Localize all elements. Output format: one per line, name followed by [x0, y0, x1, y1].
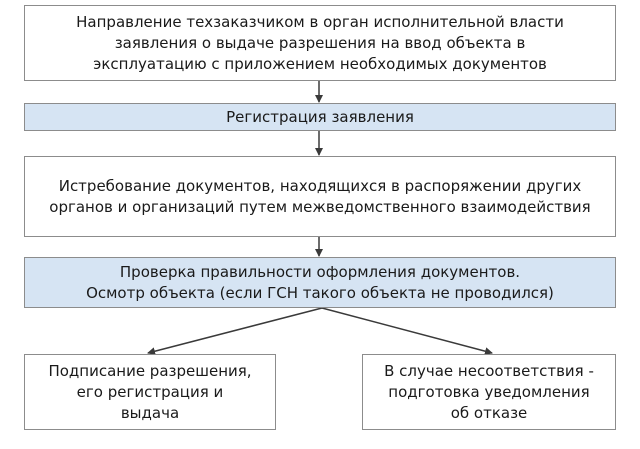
step-approve-box — [24, 354, 276, 430]
step-refuse-line-1: В случае несоответствия - — [384, 361, 594, 380]
step-check-line-2: Осмотр объекта (если ГСН такого объекта не проводился) — [86, 283, 554, 302]
step-approve-line-3: выдача — [120, 403, 180, 422]
step-request-box — [24, 156, 616, 237]
step-approve-line-2: его регистрация и — [76, 382, 224, 401]
step-refuse-box — [362, 354, 616, 430]
arrow-check-to-refuse — [322, 308, 492, 353]
step-approve-line-1: Подписание разрешения, — [48, 361, 252, 380]
step-submission-line-3: эксплуатацию с приложением необходимых документов — [93, 54, 547, 73]
step-submission-box — [24, 5, 616, 81]
step-refuse-line-2: подготовка уведомления — [388, 382, 590, 401]
step-submission-line-2: заявления о выдаче разрешения на ввод объекта в — [114, 33, 526, 52]
step-submission-line-1: Направление техзаказчиком в орган исполнительной власти — [76, 12, 564, 31]
step-registration-box — [24, 103, 616, 131]
step-registration-line-1: Регистрация заявления — [226, 107, 414, 126]
step-refuse-line-3: об отказе — [450, 403, 528, 422]
step-request-line-2: органов и организаций путем межведомственного взаимодействия — [49, 197, 591, 216]
arrow-check-to-approve — [148, 308, 322, 353]
step-request-line-1: Истребование документов, находящихся в распоряжении других — [58, 176, 582, 195]
step-check-box — [24, 257, 616, 308]
step-check-line-1: Проверка правильности оформления документов. — [119, 262, 521, 281]
